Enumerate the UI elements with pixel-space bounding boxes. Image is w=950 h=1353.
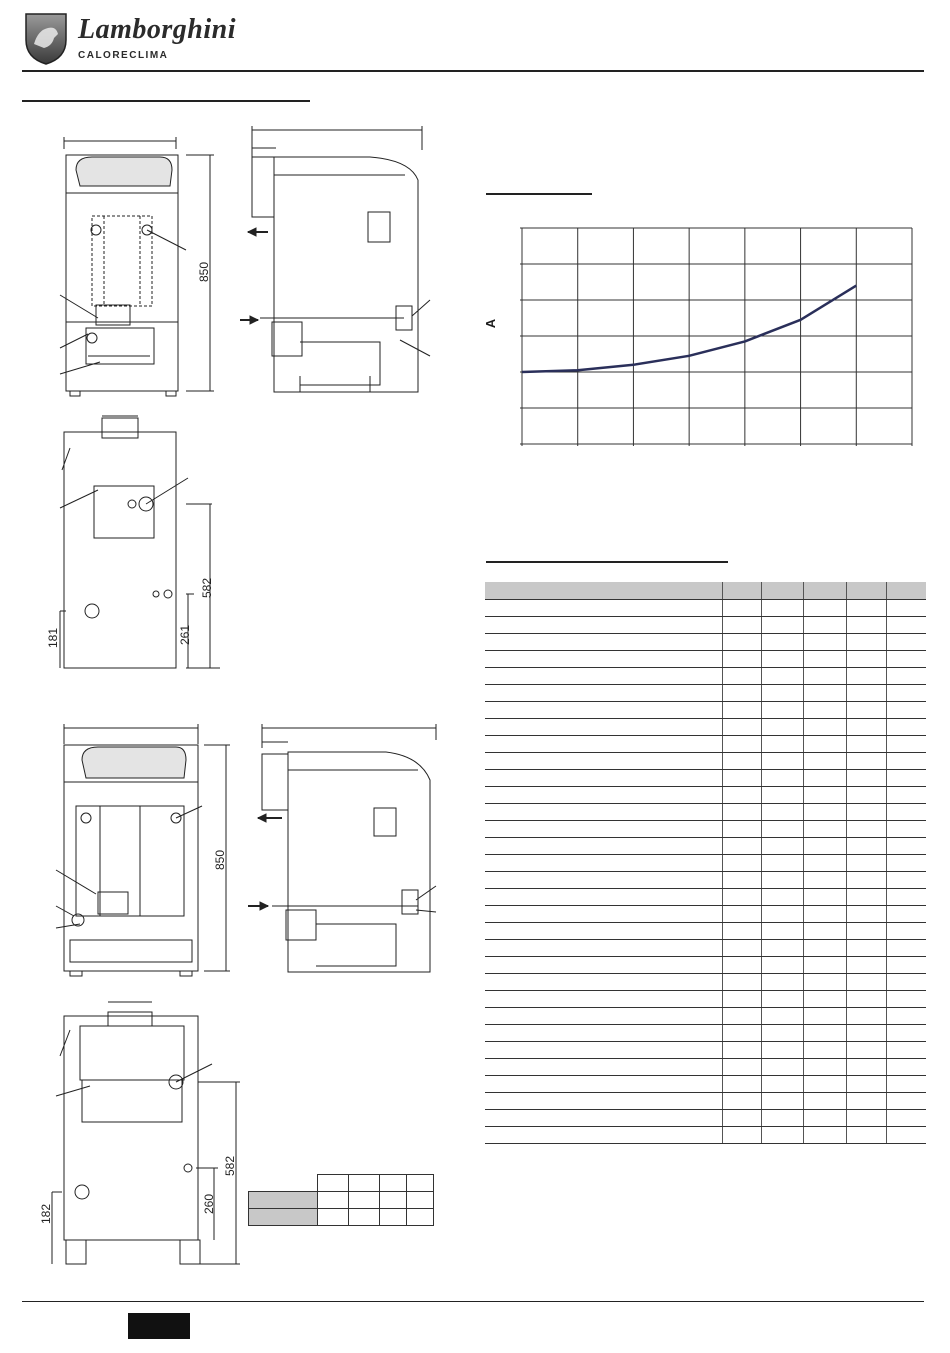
spec-table-row xyxy=(485,855,926,872)
small-table-cell xyxy=(379,1209,406,1226)
spec-table-row xyxy=(485,1093,926,1110)
spec-table-label-cell xyxy=(485,957,723,974)
pressure-drop-chart xyxy=(520,226,914,446)
spec-table-value-cell xyxy=(804,1059,847,1076)
spec-table-value-cell xyxy=(804,582,847,600)
spec-table-label-cell xyxy=(485,634,723,651)
spec-table-value-cell xyxy=(846,600,887,617)
spec-table-value-cell xyxy=(887,719,926,736)
small-table-cell xyxy=(348,1192,379,1209)
spec-table-value-cell xyxy=(761,957,804,974)
spec-table-value-cell xyxy=(887,787,926,804)
spec-table-value-cell xyxy=(846,668,887,685)
spec-table-value-cell xyxy=(761,736,804,753)
spec-table-value-cell xyxy=(723,668,762,685)
spec-table-value-cell xyxy=(804,753,847,770)
boiler-side-view-1 xyxy=(240,126,430,392)
spec-table-row xyxy=(485,702,926,719)
spec-table-value-cell xyxy=(723,804,762,821)
spec-table-value-cell xyxy=(887,634,926,651)
spec-table-value-cell xyxy=(804,668,847,685)
spec-table-value-cell xyxy=(887,940,926,957)
spec-table-value-cell xyxy=(846,906,887,923)
spec-table-value-cell xyxy=(761,770,804,787)
spec-table-row xyxy=(485,685,926,702)
spec-table-label-cell xyxy=(485,582,723,600)
spec-table-value-cell xyxy=(761,634,804,651)
spec-table-row xyxy=(485,719,926,736)
spec-table-value-cell xyxy=(887,617,926,634)
spec-table-value-cell xyxy=(761,838,804,855)
brand-name: Lamborghini xyxy=(78,14,236,45)
spec-table-value-cell xyxy=(761,855,804,872)
spec-table-value-cell xyxy=(761,1110,804,1127)
spec-table-value-cell xyxy=(846,1008,887,1025)
spec-table-label-cell xyxy=(485,1076,723,1093)
spec-table-value-cell xyxy=(804,1008,847,1025)
spec-table-label-cell xyxy=(485,1127,723,1144)
spec-table-row xyxy=(485,974,926,991)
spec-table-value-cell xyxy=(887,651,926,668)
spec-table-value-cell xyxy=(887,1059,926,1076)
spec-table-value-cell xyxy=(723,736,762,753)
small-table-cell xyxy=(249,1209,318,1226)
spec-table-value-cell xyxy=(804,634,847,651)
spec-table-label-cell xyxy=(485,685,723,702)
spec-table-value-cell xyxy=(846,1093,887,1110)
spec-table-row xyxy=(485,1008,926,1025)
spec-table-value-cell xyxy=(846,617,887,634)
spec-table-value-cell xyxy=(761,600,804,617)
page-number-box xyxy=(128,1313,190,1339)
spec-table-value-cell xyxy=(804,1025,847,1042)
spec-table-value-cell xyxy=(846,872,887,889)
spec-table-label-cell xyxy=(485,753,723,770)
spec-table-value-cell xyxy=(804,702,847,719)
spec-table-value-cell xyxy=(761,685,804,702)
spec-table-value-cell xyxy=(887,821,926,838)
spec-table-value-cell xyxy=(804,1042,847,1059)
spec-table-value-cell xyxy=(846,838,887,855)
boiler-front-view-1 xyxy=(60,137,214,396)
small-table-cell xyxy=(249,1192,318,1209)
spec-table-label-cell xyxy=(485,600,723,617)
spec-table-value-cell xyxy=(804,804,847,821)
spec-table-value-cell xyxy=(723,940,762,957)
small-table-cell xyxy=(379,1175,406,1192)
spec-table-value-cell xyxy=(887,668,926,685)
spec-table-label-cell xyxy=(485,889,723,906)
spec-table-value-cell xyxy=(723,991,762,1008)
small-table-header-row xyxy=(249,1175,434,1192)
spec-table-value-cell xyxy=(804,923,847,940)
spec-table-value-cell xyxy=(887,855,926,872)
spec-table-value-cell xyxy=(761,1025,804,1042)
spec-table-value-cell xyxy=(723,855,762,872)
spec-table-label-cell xyxy=(485,821,723,838)
spec-table-row xyxy=(485,668,926,685)
technical-data-table xyxy=(485,582,926,1144)
spec-table-value-cell xyxy=(761,1127,804,1144)
small-table-cell xyxy=(317,1192,348,1209)
chart-y-axis-label: A xyxy=(483,318,499,329)
spec-table-value-cell xyxy=(846,634,887,651)
spec-table-value-cell xyxy=(846,685,887,702)
spec-table-label-cell xyxy=(485,1059,723,1076)
spec-table-value-cell xyxy=(723,1008,762,1025)
spec-table-value-cell xyxy=(723,889,762,906)
small-dimension-table xyxy=(248,1174,434,1226)
spec-table-value-cell xyxy=(887,872,926,889)
spec-table-value-cell xyxy=(846,651,887,668)
spec-table-value-cell xyxy=(723,617,762,634)
spec-table-row xyxy=(485,804,926,821)
spec-table-value-cell xyxy=(761,582,804,600)
spec-table-value-cell xyxy=(887,957,926,974)
spec-table-row xyxy=(485,600,926,617)
spec-table-label-cell xyxy=(485,906,723,923)
spec-table-value-cell xyxy=(887,923,926,940)
small-table-cell xyxy=(379,1192,406,1209)
spec-table-value-cell xyxy=(846,1076,887,1093)
spec-table-value-cell xyxy=(846,991,887,1008)
spec-table-row xyxy=(485,617,926,634)
spec-table-value-cell xyxy=(887,889,926,906)
spec-table-value-cell xyxy=(887,1025,926,1042)
small-table-cell xyxy=(249,1175,318,1192)
spec-table-value-cell xyxy=(723,1127,762,1144)
spec-table-value-cell xyxy=(804,821,847,838)
spec-table-value-cell xyxy=(887,685,926,702)
spec-table-value-cell xyxy=(887,906,926,923)
spec-table-value-cell xyxy=(761,804,804,821)
spec-table-value-cell xyxy=(887,1127,926,1144)
spec-table-value-cell xyxy=(804,1110,847,1127)
spec-table-value-cell xyxy=(887,991,926,1008)
spec-table-value-cell xyxy=(761,617,804,634)
spec-table-value-cell xyxy=(804,1127,847,1144)
small-table-cell xyxy=(348,1209,379,1226)
spec-table-value-cell xyxy=(761,1008,804,1025)
spec-table-label-cell xyxy=(485,974,723,991)
spec-table-label-cell xyxy=(485,1042,723,1059)
spec-table-value-cell xyxy=(723,923,762,940)
spec-table-label-cell xyxy=(485,1025,723,1042)
spec-table-value-cell xyxy=(846,889,887,906)
spec-table-value-cell xyxy=(761,787,804,804)
small-table-row xyxy=(249,1209,434,1226)
dim-261: 261 xyxy=(178,624,192,645)
spec-table-value-cell xyxy=(761,1042,804,1059)
spec-table-row xyxy=(485,753,926,770)
spec-table-value-cell xyxy=(804,855,847,872)
spec-table-value-cell xyxy=(761,974,804,991)
spec-table-value-cell xyxy=(804,600,847,617)
spec-table-value-cell xyxy=(804,770,847,787)
spec-table-value-cell xyxy=(846,582,887,600)
spec-table-value-cell xyxy=(761,940,804,957)
dim-850-top: 850 xyxy=(197,261,211,282)
spec-table-value-cell xyxy=(723,838,762,855)
brand-subtitle: CALORECLIMA xyxy=(78,50,169,61)
spec-table-value-cell xyxy=(761,702,804,719)
table-heading-underline xyxy=(486,561,728,563)
spec-table-value-cell xyxy=(887,600,926,617)
spec-table-label-cell xyxy=(485,872,723,889)
spec-table-value-cell xyxy=(723,906,762,923)
spec-table-value-cell xyxy=(723,821,762,838)
spec-table-label-cell xyxy=(485,1008,723,1025)
spec-table-value-cell xyxy=(804,617,847,634)
spec-table-row xyxy=(485,1025,926,1042)
spec-table-value-cell xyxy=(846,1042,887,1059)
spec-table-row xyxy=(485,872,926,889)
spec-table-label-cell xyxy=(485,1110,723,1127)
spec-table-value-cell xyxy=(761,889,804,906)
small-table-cell xyxy=(406,1192,433,1209)
spec-table-value-cell xyxy=(887,1042,926,1059)
small-table-cell xyxy=(348,1175,379,1192)
spec-table-value-cell xyxy=(846,957,887,974)
spec-table-value-cell xyxy=(887,838,926,855)
dim-260: 260 xyxy=(202,1193,216,1214)
spec-table-value-cell xyxy=(804,889,847,906)
spec-table-value-cell xyxy=(804,872,847,889)
spec-table-label-cell xyxy=(485,702,723,719)
spec-table-value-cell xyxy=(723,974,762,991)
spec-table-row xyxy=(485,991,926,1008)
spec-table-label-cell xyxy=(485,804,723,821)
small-table-cell xyxy=(317,1209,348,1226)
spec-table-value-cell xyxy=(804,651,847,668)
spec-table-value-cell xyxy=(761,1093,804,1110)
spec-table-row xyxy=(485,1076,926,1093)
small-table-cell xyxy=(406,1175,433,1192)
spec-table-value-cell xyxy=(804,991,847,1008)
spec-table-value-cell xyxy=(846,855,887,872)
spec-table-value-cell xyxy=(761,1076,804,1093)
spec-table-value-cell xyxy=(723,702,762,719)
spec-table-label-cell xyxy=(485,991,723,1008)
spec-table-value-cell xyxy=(846,787,887,804)
spec-table-label-cell xyxy=(485,770,723,787)
spec-table-value-cell xyxy=(723,957,762,974)
spec-table-row xyxy=(485,736,926,753)
spec-table-label-cell xyxy=(485,668,723,685)
spec-table-value-cell xyxy=(804,957,847,974)
spec-table-value-cell xyxy=(761,906,804,923)
spec-table-row xyxy=(485,923,926,940)
spec-table-value-cell xyxy=(761,923,804,940)
spec-table-value-cell xyxy=(723,600,762,617)
spec-table-value-cell xyxy=(804,906,847,923)
spec-table-label-cell xyxy=(485,855,723,872)
spec-table-value-cell xyxy=(761,753,804,770)
technical-drawings xyxy=(0,0,460,1300)
spec-table-value-cell xyxy=(887,582,926,600)
spec-table-row xyxy=(485,787,926,804)
spec-table-value-cell xyxy=(887,702,926,719)
spec-table-value-cell xyxy=(846,940,887,957)
spec-table-label-cell xyxy=(485,1093,723,1110)
spec-table-value-cell xyxy=(887,974,926,991)
spec-table-value-cell xyxy=(846,770,887,787)
spec-table-header-row xyxy=(485,582,926,600)
spec-table-value-cell xyxy=(723,685,762,702)
spec-table-label-cell xyxy=(485,719,723,736)
spec-table-value-cell xyxy=(846,753,887,770)
spec-table-value-cell xyxy=(723,770,762,787)
spec-table-row xyxy=(485,1059,926,1076)
spec-table-value-cell xyxy=(723,787,762,804)
boiler-rear-view-1 xyxy=(60,416,220,668)
spec-table-value-cell xyxy=(804,974,847,991)
spec-table-value-cell xyxy=(723,1076,762,1093)
small-table-cell xyxy=(406,1209,433,1226)
spec-table-row xyxy=(485,770,926,787)
spec-table-value-cell xyxy=(723,872,762,889)
spec-table-value-cell xyxy=(804,1076,847,1093)
spec-table-row xyxy=(485,906,926,923)
spec-table-value-cell xyxy=(846,821,887,838)
spec-table-value-cell xyxy=(761,991,804,1008)
spec-table-value-cell xyxy=(887,736,926,753)
spec-table-row xyxy=(485,889,926,906)
spec-table-value-cell xyxy=(761,1059,804,1076)
dim-181: 181 xyxy=(46,627,60,648)
dim-582-bottom: 582 xyxy=(223,1155,237,1176)
spec-table-value-cell xyxy=(804,940,847,957)
boiler-rear-view-2 xyxy=(52,1002,240,1264)
spec-table-row xyxy=(485,1110,926,1127)
spec-table-value-cell xyxy=(804,736,847,753)
dim-182: 182 xyxy=(39,1203,53,1224)
spec-table-row xyxy=(485,838,926,855)
spec-table-label-cell xyxy=(485,617,723,634)
spec-table-label-cell xyxy=(485,651,723,668)
spec-table-value-cell xyxy=(846,719,887,736)
spec-table-row xyxy=(485,957,926,974)
spec-table-row xyxy=(485,821,926,838)
spec-table-value-cell xyxy=(761,872,804,889)
spec-table-value-cell xyxy=(846,1127,887,1144)
spec-table-value-cell xyxy=(723,1025,762,1042)
spec-table-value-cell xyxy=(887,804,926,821)
spec-table-row xyxy=(485,940,926,957)
spec-table-value-cell xyxy=(723,753,762,770)
spec-table-value-cell xyxy=(887,753,926,770)
spec-table-row xyxy=(485,651,926,668)
spec-table-value-cell xyxy=(723,582,762,600)
spec-table-label-cell xyxy=(485,787,723,804)
spec-table-row xyxy=(485,634,926,651)
spec-table-value-cell xyxy=(723,719,762,736)
dim-582-top: 582 xyxy=(200,577,214,598)
spec-table-value-cell xyxy=(761,668,804,685)
spec-table-label-cell xyxy=(485,940,723,957)
small-table-cell xyxy=(317,1175,348,1192)
spec-table-value-cell xyxy=(804,838,847,855)
spec-table-value-cell xyxy=(846,1110,887,1127)
spec-table-value-cell xyxy=(846,702,887,719)
spec-table-value-cell xyxy=(804,787,847,804)
spec-table-label-cell xyxy=(485,736,723,753)
spec-table-value-cell xyxy=(887,1008,926,1025)
spec-table-value-cell xyxy=(723,634,762,651)
spec-table-row xyxy=(485,1042,926,1059)
spec-table-value-cell xyxy=(761,719,804,736)
spec-table-value-cell xyxy=(846,1025,887,1042)
spec-table-value-cell xyxy=(723,1093,762,1110)
spec-table-value-cell xyxy=(846,804,887,821)
boiler-front-view-2 xyxy=(56,724,230,976)
spec-table-value-cell xyxy=(723,651,762,668)
spec-table-value-cell xyxy=(846,736,887,753)
spec-table-value-cell xyxy=(804,719,847,736)
spec-table-value-cell xyxy=(887,770,926,787)
small-table-row xyxy=(249,1192,434,1209)
spec-table-value-cell xyxy=(887,1110,926,1127)
spec-table-value-cell xyxy=(804,685,847,702)
spec-table-value-cell xyxy=(761,821,804,838)
spec-table-value-cell xyxy=(723,1110,762,1127)
spec-table-label-cell xyxy=(485,923,723,940)
spec-table-value-cell xyxy=(761,651,804,668)
spec-table-label-cell xyxy=(485,838,723,855)
footer-rule xyxy=(22,1301,924,1302)
spec-table-value-cell xyxy=(723,1042,762,1059)
spec-table-value-cell xyxy=(846,974,887,991)
spec-table-value-cell xyxy=(804,1093,847,1110)
boiler-side-view-2 xyxy=(248,724,436,972)
spec-table-value-cell xyxy=(887,1093,926,1110)
spec-table-value-cell xyxy=(846,1059,887,1076)
spec-table-value-cell xyxy=(723,1059,762,1076)
chart-heading-underline xyxy=(486,193,592,195)
spec-table-value-cell xyxy=(887,1076,926,1093)
dim-850-bottom: 850 xyxy=(213,849,227,870)
spec-table-value-cell xyxy=(846,923,887,940)
spec-table-row xyxy=(485,1127,926,1144)
